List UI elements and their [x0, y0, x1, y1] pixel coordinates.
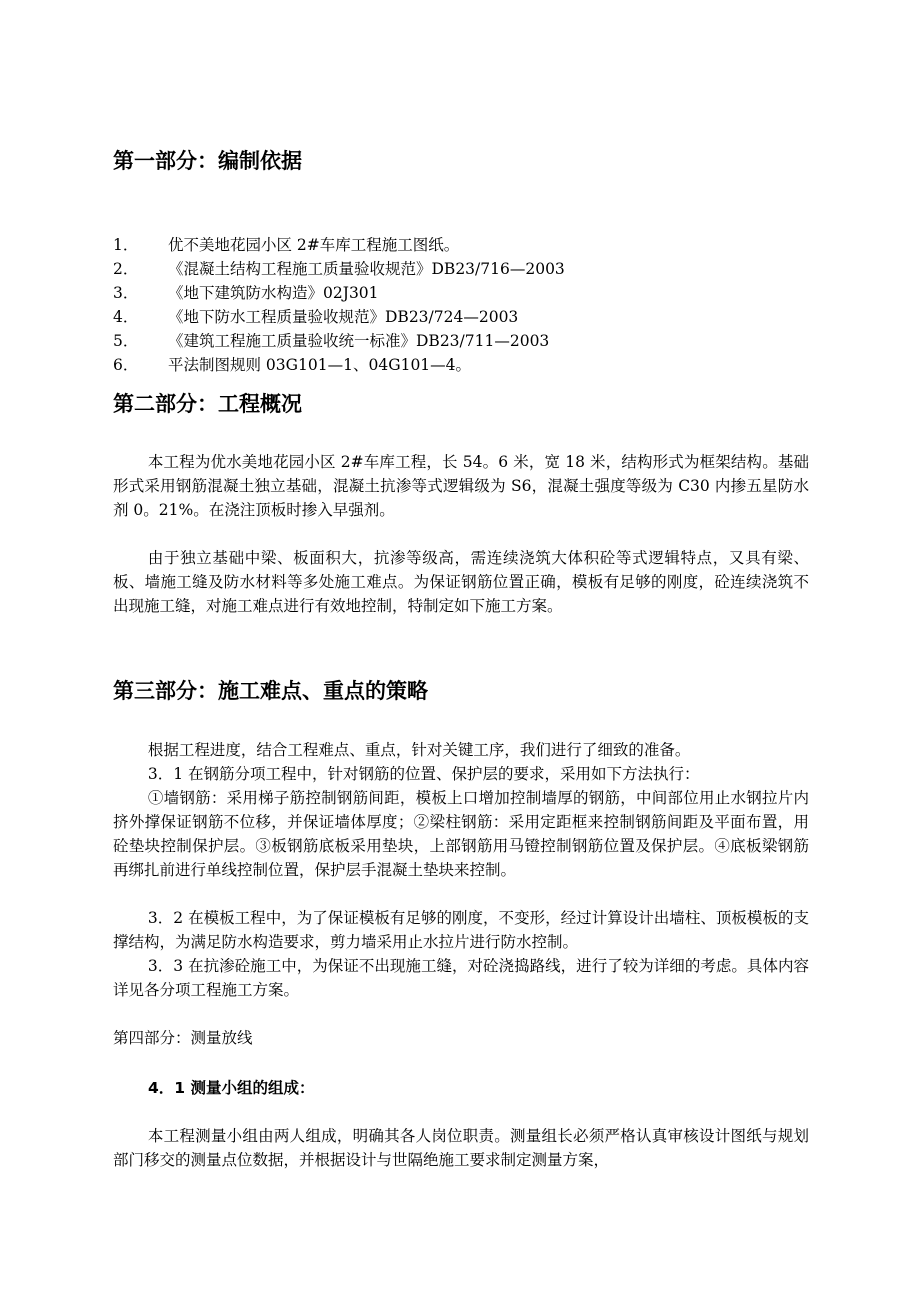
section3-paragraph-intro: 根据工程进度，结合工程难点、重点，针对关键工序，我们进行了细致的准备。 [147, 741, 691, 759]
section2-paragraph-difficulties: 由于独立基础中梁、板面积大，抗渗等级高，需连续浇筑大体积砼等式逻辑特点，又具有梁、板、墙施工缝及防水材料等多处施工难点。为保证钢筋位置正确，模板有足够的刚度，砼连续浇筑不出现施工缝，对施工难点进行有效地控制，特制定如下施工方案。 [113, 549, 809, 615]
list-item-text: 《地下建筑防水构造》02J301 [168, 284, 379, 302]
section3-paragraph-3-3: 3．3 在抗渗砼施工中，为保证不出现施工缝，对砼浇捣路线，进行了较为详细的考虑。具体内容详见各分项工程施工方案。 [113, 957, 809, 999]
section3-paragraph-3-2: 3．2 在模板工程中，为了保证模板有足够的刚度，不变形，经过计算设计出墙柱、顶板模板的支撑结构，为满足防水构造要求，剪力墙采用止水拉片进行防水控制。 [113, 909, 809, 951]
section4-title: 第四部分：测量放线 [113, 1029, 253, 1047]
list-item-number: 2． [113, 260, 139, 278]
list-item-number: 6． [113, 356, 139, 374]
section4-paragraph-team: 本工程测量小组由两人组成，明确其各人岗位职责。测量组长必须严格认真审核设计图纸与规划部门移交的测量点位数据，并根据设计与世隔绝施工要求制定测量方案， [113, 1127, 809, 1169]
list-item-text: 平法制图规则 03G101—1、04G101—4。 [168, 356, 472, 374]
list-item [113, 257, 813, 281]
list-item [113, 281, 813, 305]
section3-paragraph-3-1: 3．1 在钢筋分项工程中，针对钢筋的位置、保护层的要求，采用如下方法执行： [147, 765, 700, 783]
section2-title: 第二部分：工程概况 [113, 392, 302, 416]
list-item-number: 5． [113, 332, 139, 350]
list-item-text: 《建筑工程施工质量验收统一标准》DB23/711—2003 [168, 332, 550, 350]
list-item-number: 1． [113, 236, 139, 254]
list-item-number: 3． [113, 284, 139, 302]
list-item-text: 《混凝土结构工程施工质量验收规范》DB23/716—2003 [168, 260, 565, 278]
section3-title: 第三部分：施工难点、重点的策略 [113, 679, 428, 703]
list-item [113, 305, 813, 329]
section3-paragraph-rebar-methods: ①墙钢筋：采用梯子筋控制钢筋间距，模板上口增加控制墙厚的钢筋，中间部位用止水钢拉片内挤外撑保证钢筋不位移，并保证墙体厚度；②梁柱钢筋：采用定距框来控制钢筋间距及平面布置，用砼垫块控制保护层。③板钢筋底板采用垫块，上部钢筋用马镫控制钢筋位置及保护层。④底板梁钢筋再绑扎前进行单线控制位置，保护层手混凝土垫块来控制。 [113, 789, 809, 879]
section2-paragraph-overview: 本工程为优水美地花园小区 2#车库工程，长 54。6 米，宽 18 米，结构形式为框架结构。基础形式采用钢筋混凝土独立基础，混凝土抗渗等式逻辑级为 S6，混凝土强度等级为 C30 内掺五星防水剂 0。21%。在浇注顶板时掺入早强剂。 [113, 453, 809, 519]
list-item-text: 《地下防水工程质量验收规范》DB23/724—2003 [168, 308, 519, 326]
list-item [113, 353, 813, 377]
list-item [113, 329, 813, 353]
reference-list [113, 233, 813, 377]
section1-title: 第一部分：编制依据 [113, 149, 302, 173]
list-item [113, 233, 813, 257]
list-item-number: 4． [113, 308, 139, 326]
section4-subtitle: 4．1 测量小组的组成： [148, 1079, 315, 1097]
list-item-text: 优不美地花园小区 2#车库工程施工图纸。 [168, 236, 460, 254]
